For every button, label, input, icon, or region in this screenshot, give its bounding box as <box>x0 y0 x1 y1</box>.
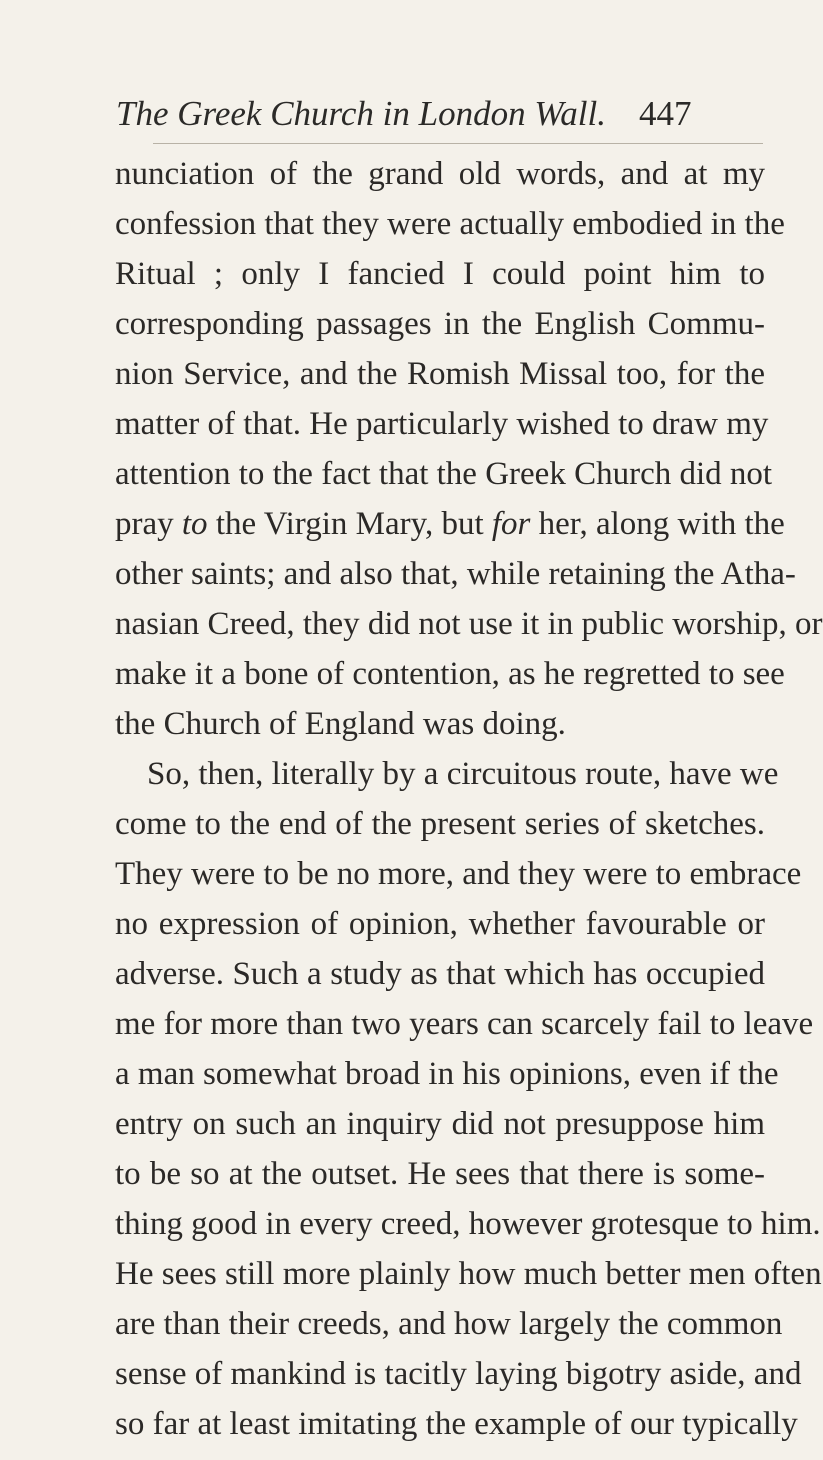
body-text <box>115 143 823 1442</box>
text-line: to be so at the outset. He sees that there is some- <box>115 1156 765 1192</box>
text-line: no expression of opinion, whether favourable or <box>115 906 765 942</box>
text-line: make it a bone of contention, as he regretted to see <box>115 656 785 692</box>
text-line: me for more than two years can scarcely fail to leave <box>115 1006 814 1042</box>
text-fragment: pray <box>115 506 182 542</box>
text-line: nunciation of the grand old words, and at my <box>115 156 765 192</box>
text-line: matter of that. He particularly wished to draw my <box>115 406 769 442</box>
text-line: entry on such an inquiry did not presuppose him <box>115 1106 765 1142</box>
text-line: attention to the fact that the Greek Church did not <box>115 456 773 492</box>
text-line: nion Service, and the Romish Missal too, for the <box>115 356 765 392</box>
text-line: adverse. Such a study as that which has occupied <box>115 956 765 992</box>
text-line: He sees still more plainly how much better men often <box>115 1256 822 1292</box>
text-line: confession that they were actually embodied in the <box>115 206 785 242</box>
running-head <box>116 86 716 142</box>
page-number: 447 <box>639 94 692 133</box>
text-line: come to the end of the present series of sketches. <box>115 806 765 842</box>
text-line: thing good in every creed, however grotesque to him. <box>115 1206 821 1242</box>
text-line: corresponding passages in the English Commu- <box>115 306 765 342</box>
text-line: the Church of England was doing. <box>115 706 566 742</box>
text-line: other saints; and also that, while retaining the Atha- <box>115 556 796 592</box>
text-line: They were to be no more, and they were to embrace <box>115 856 802 892</box>
italic-word: to <box>181 506 208 542</box>
text-line: a man somewhat broad in his opinions, even if the <box>115 1056 779 1092</box>
italic-word: for <box>491 506 531 542</box>
text-line: nasian Creed, they did not use it in public worship, or <box>115 606 823 642</box>
running-title: The Greek Church in London Wall. <box>116 94 606 133</box>
text-fragment: her, along with the <box>530 506 785 542</box>
text-fragment: the Virgin Mary, but <box>207 506 492 542</box>
text-line: so far at least imitating the example of our typically <box>115 1406 798 1442</box>
text-line-with-italics <box>115 499 785 549</box>
text-line: Ritual ; only I fancied I could point him to <box>115 256 765 292</box>
text-line: sense of mankind is tacitly laying bigotry aside, and <box>115 1356 802 1392</box>
text-line: So, then, literally by a circuitous route, have we <box>147 756 779 792</box>
text-line: are than their creeds, and how largely the common <box>115 1306 783 1342</box>
